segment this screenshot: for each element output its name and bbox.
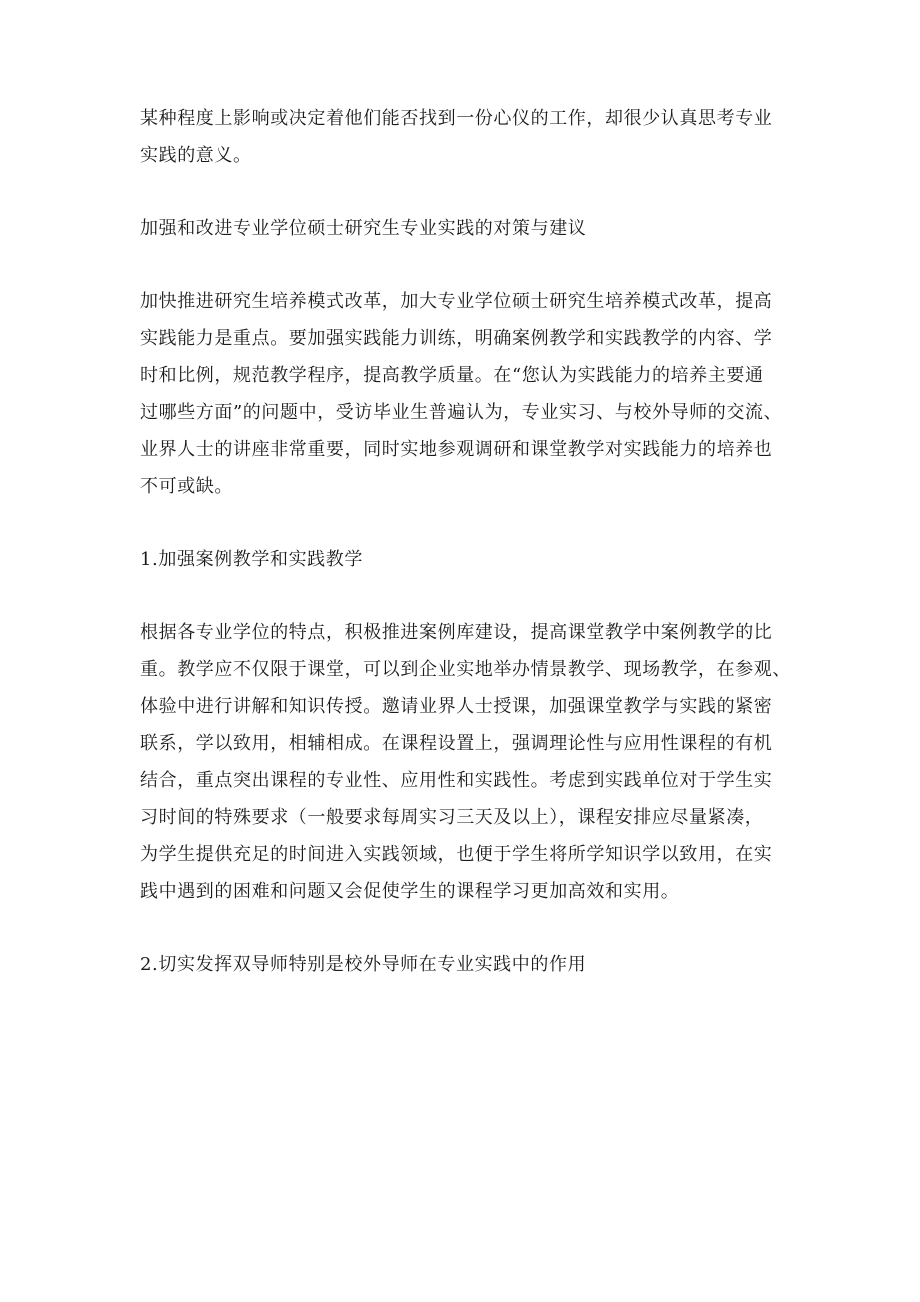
intro-paragraph (140, 100, 780, 174)
subsection-1-title: 1.加强案例教学和实践教学 (140, 549, 363, 570)
paragraph-line: 实践能力是重点。要加强实践能力训练，明确案例教学和实践教学的内容、学 (140, 328, 773, 349)
paragraph-line: 时和比例，规范教学程序，提高教学质量。在“您认为实践能力的培养主要通 (140, 365, 764, 386)
paragraph-line: 体验中进行讲解和知识传授。邀请业界人士授课，加强课堂教学与实践的紧密 (140, 696, 773, 717)
paragraph-line: 习时间的特殊要求（一般要求每周实习三天及以上），课程安排应尽量紧凑， (140, 807, 764, 828)
subsection-2-title: 2.切实发挥双导师特别是校外导师在专业实践中的作用 (140, 954, 587, 975)
paragraph-line: 根据各专业学位的特点，积极推进案例库建设，提高课堂教学中案例教学的比 (140, 622, 773, 643)
subsection-1-paragraph (140, 614, 791, 910)
paragraph-line: 某种程度上影响或决定着他们能否找到一份心仪的工作，却很少认真思考专业 (140, 108, 773, 129)
document-page (140, 100, 791, 983)
paragraph-line: 联系，学以致用，相辅相成。在课程设置上，强调理论性与应用性课程的有机 (140, 733, 773, 754)
paragraph-line: 为学生提供充足的时间进入实践领域，也便于学生将所学知识学以致用，在实 (140, 844, 773, 865)
paragraph-line: 加快推进研究生培养模式改革，加大专业学位硕士研究生培养模式改革，提高 (140, 291, 773, 312)
paragraph-line: 结合，重点突出课程的专业性、应用性和实践性。考虑到实践单位对于学生实 (140, 770, 773, 791)
section-paragraph (140, 283, 783, 505)
paragraph-line: 过哪些方面”的问题中，受访毕业生普遍认为，专业实习、与校外导师的交流、 (140, 402, 783, 423)
paragraph-line: 践中遇到的困难和问题又会促使学生的课程学习更加高效和实用。 (140, 881, 680, 902)
paragraph-line: 业界人士的讲座非常重要，同时实地参观调研和课堂教学对实践能力的培养也 (140, 439, 773, 460)
section-title: 加强和改进专业学位硕士研究生专业实践的对策与建议 (140, 218, 587, 239)
paragraph-line: 重。教学应不仅限于课堂，可以到企业实地举办情景教学、现场教学，在参观、 (140, 659, 791, 680)
paragraph-line: 实践的意义。 (140, 145, 252, 166)
paragraph-line: 不可或缺。 (140, 476, 233, 497)
